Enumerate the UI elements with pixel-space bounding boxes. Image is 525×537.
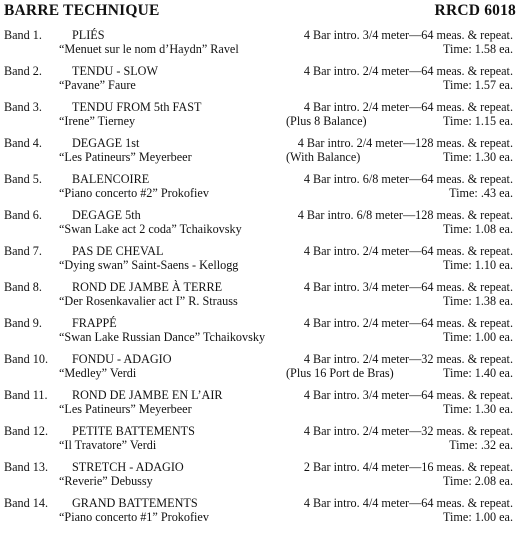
track-time: Time: 1.30 ea. <box>443 402 513 416</box>
track-row <box>0 208 525 244</box>
track-row <box>0 136 525 172</box>
header <box>4 2 516 24</box>
track-time: Time: 1.15 ea. <box>443 114 513 128</box>
band-number: Band 1. <box>4 28 42 42</box>
track-time: Time: .43 ea. <box>449 186 513 200</box>
track-time: Time: 2.08 ea. <box>443 474 513 488</box>
extra-note: (Plus 8 Balance) <box>286 114 367 128</box>
band-number: Band 3. <box>4 100 42 114</box>
track-row <box>0 316 525 352</box>
music-credit: “Swan Lake act 2 coda” Tchaikovsky <box>59 222 242 236</box>
track-time: Time: 1.00 ea. <box>443 330 513 344</box>
intro-meter: 4 Bar intro. 3/4 meter—64 meas. & repeat. <box>303 388 513 402</box>
track-row <box>0 64 525 100</box>
exercise-title: PETITE BATTEMENTS <box>72 424 195 438</box>
extra-note: (Plus 16 Port de Bras) <box>286 366 394 380</box>
exercise-title: DEGAGE 1st <box>72 136 140 150</box>
exercise-title: BALENCOIRE <box>72 172 150 186</box>
music-credit: “Pavane” Faure <box>59 78 136 92</box>
extra-note: (With Balance) <box>286 150 361 164</box>
track-row <box>0 496 525 532</box>
intro-meter: 4 Bar intro. 2/4 meter—64 meas. & repeat. <box>303 244 513 258</box>
music-credit: “Les Patineurs” Meyerbeer <box>59 402 192 416</box>
track-row <box>0 244 525 280</box>
exercise-title: TENDU - SLOW <box>72 64 158 78</box>
intro-meter: 4 Bar intro. 2/4 meter—64 meas. & repeat. <box>303 316 513 330</box>
music-credit: “Les Patineurs” Meyerbeer <box>59 150 192 164</box>
track-time: Time: 1.00 ea. <box>443 510 513 524</box>
track-row <box>0 424 525 460</box>
intro-meter: 4 Bar intro. 3/4 meter—64 meas. & repeat. <box>303 280 513 294</box>
music-credit: “Der Rosenkavalier act I” R. Strauss <box>59 294 238 308</box>
track-time: Time: .32 ea. <box>449 438 513 452</box>
band-number: Band 6. <box>4 208 42 222</box>
intro-meter: 4 Bar intro. 2/4 meter—64 meas. & repeat. <box>303 100 513 114</box>
music-credit: “Piano concerto #2” Prokofiev <box>59 186 209 200</box>
track-row <box>0 28 525 64</box>
intro-meter: 4 Bar intro. 2/4 meter—32 meas. & repeat. <box>303 424 513 438</box>
band-number: Band 13. <box>4 460 49 474</box>
exercise-title: FRAPPÉ <box>72 316 117 330</box>
track-time: Time: 1.58 ea. <box>443 42 513 56</box>
band-number: Band 5. <box>4 172 42 186</box>
track-list <box>0 28 525 532</box>
intro-meter: 4 Bar intro. 4/4 meter—64 meas. & repeat. <box>303 496 513 510</box>
intro-meter: 4 Bar intro. 6/8 meter—128 meas. & repeat. <box>297 208 513 222</box>
intro-meter: 4 Bar intro. 3/4 meter—64 meas. & repeat. <box>303 28 513 42</box>
track-row <box>0 460 525 496</box>
exercise-title: ROND DE JAMBE EN L’AIR <box>72 388 223 402</box>
intro-meter: 4 Bar intro. 2/4 meter—64 meas. & repeat. <box>303 64 513 78</box>
track-time: Time: 1.10 ea. <box>443 258 513 272</box>
band-number: Band 11. <box>4 388 48 402</box>
music-credit: “Medley” Verdi <box>59 366 137 380</box>
track-row <box>0 280 525 316</box>
track-time: Time: 1.38 ea. <box>443 294 513 308</box>
intro-meter: 4 Bar intro. 2/4 meter—128 meas. & repeat. <box>297 136 513 150</box>
band-number: Band 10. <box>4 352 49 366</box>
exercise-title: GRAND BATTEMENTS <box>72 496 198 510</box>
track-row <box>0 352 525 388</box>
track-row <box>0 388 525 424</box>
band-number: Band 2. <box>4 64 42 78</box>
intro-meter: 4 Bar intro. 6/8 meter—64 meas. & repeat. <box>303 172 513 186</box>
exercise-title: FONDU - ADAGIO <box>72 352 172 366</box>
band-number: Band 12. <box>4 424 49 438</box>
band-number: Band 4. <box>4 136 42 150</box>
music-credit: “Dying swan” Saint-Saens - Kellogg <box>59 258 239 272</box>
exercise-title: TENDU FROM 5th FAST <box>72 100 202 114</box>
intro-meter: 4 Bar intro. 2/4 meter—32 meas. & repeat. <box>303 352 513 366</box>
track-time: Time: 1.40 ea. <box>443 366 513 380</box>
exercise-title: ROND DE JAMBE À TERRE <box>72 280 223 294</box>
track-row <box>0 172 525 208</box>
exercise-title: PAS DE CHEVAL <box>72 244 164 258</box>
music-credit: “Il Travatore” Verdi <box>59 438 157 452</box>
band-number: Band 9. <box>4 316 42 330</box>
exercise-title: PLIÉS <box>72 28 105 42</box>
track-time: Time: 1.57 ea. <box>443 78 513 92</box>
music-credit: “Menuet sur le nom d’Haydn” Ravel <box>59 42 239 56</box>
band-number: Band 7. <box>4 244 42 258</box>
page-title: BARRE TECHNIQUE <box>4 2 160 19</box>
music-credit: “Reverie” Debussy <box>59 474 153 488</box>
band-number: Band 14. <box>4 496 49 510</box>
music-credit: “Piano concerto #1” Prokofiev <box>59 510 209 524</box>
music-credit: “Swan Lake Russian Dance” Tchaikovsky <box>59 330 266 344</box>
track-time: Time: 1.30 ea. <box>443 150 513 164</box>
music-credit: “Irene” Tierney <box>59 114 136 128</box>
exercise-title: STRETCH - ADAGIO <box>72 460 184 474</box>
intro-meter: 2 Bar intro. 4/4 meter—16 meas. & repeat. <box>303 460 513 474</box>
track-time: Time: 1.08 ea. <box>443 222 513 236</box>
band-number: Band 8. <box>4 280 42 294</box>
catalog-number: RRCD 6018 <box>434 2 516 19</box>
exercise-title: DEGAGE 5th <box>72 208 141 222</box>
track-row <box>0 100 525 136</box>
